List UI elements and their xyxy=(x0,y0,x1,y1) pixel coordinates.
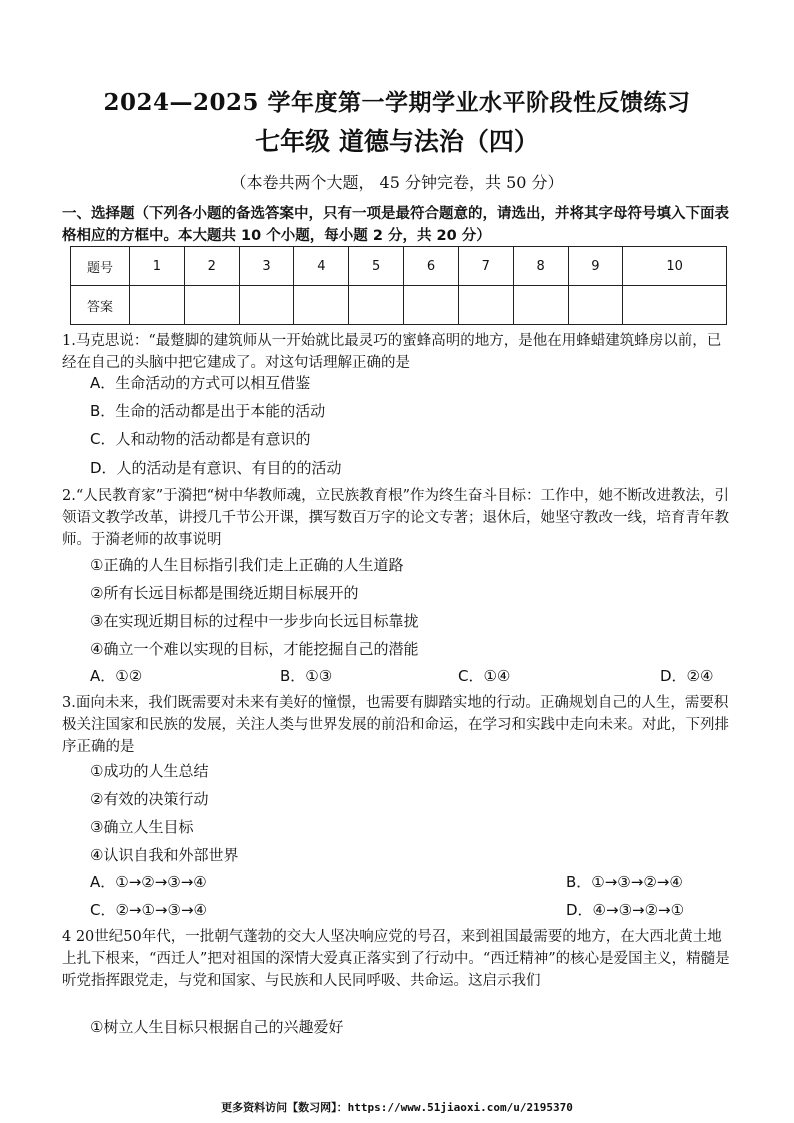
answer-cell[interactable] xyxy=(184,286,239,325)
question-2-statement-1: ①正确的人生目标指引我们走上正确的人生道路 xyxy=(90,556,404,574)
question-4-statement-1: ①树立人生目标只根据自己的兴趣爱好 xyxy=(90,1018,344,1036)
footer-link[interactable]: 更多资料访问【数习网】：https://www.51jiaoxi.com/u/2195370 xyxy=(221,1101,573,1114)
question-2-option-b: B．①③ xyxy=(280,667,333,685)
table-cell-number: 8 xyxy=(513,247,568,286)
question-1-option-b: B．生命的活动都是出于本能的活动 xyxy=(90,402,326,420)
exam-info: （本卷共两个大题， 45 分钟完卷，共 50 分） xyxy=(230,173,564,192)
table-cell-number: 6 xyxy=(404,247,459,286)
table-cell-number: 5 xyxy=(349,247,404,286)
question-3-option-d: D．④→③→②→① xyxy=(566,901,685,919)
table-cell-number: 1 xyxy=(130,247,185,286)
section-instruction: 一、选择题（下列各小题的备选答案中，只有一项是最符合题意的，请选出，并将其字母符号填入下面表格相应的方框中。本大题共 10 个小题，每小题 2 分，共 20 分） xyxy=(62,206,729,244)
question-3-statement-2: ②有效的决策行动 xyxy=(90,790,209,808)
question-3-option-b: B．①→③→②→④ xyxy=(566,873,683,891)
question-2-statement-3: ③在实现近期目标的过程中一步步向长远目标靠拢 xyxy=(90,612,419,630)
table-cell-number: 4 xyxy=(294,247,349,286)
question-2-statement-2: ②所有长远目标都是围绕近期目标展开的 xyxy=(90,584,359,602)
table-cell-number: 3 xyxy=(239,247,294,286)
question-1-option-c: C．人和动物的活动都是有意识的 xyxy=(90,430,311,448)
answer-table xyxy=(70,246,727,325)
answer-cell[interactable] xyxy=(513,286,568,325)
question-1-stem: 1.马克思说：“最蹩脚的建筑师从一开始就比最灵巧的蜜蜂高明的地方，是他在用蜂蜡建筑蜂房以前，已经在自己的头脑中把它建成了。对这句话理解正确的是 xyxy=(62,333,722,371)
question-2-option-a: A．①② xyxy=(90,667,143,685)
answer-cell[interactable] xyxy=(458,286,513,325)
question-4-stem: 4 20世纪50年代，一批朝气蓬勃的交大人坚决响应党的号召，来到祖国最需要的地方，在大西北黄土地上扎下根来，“西迁人”把对祖国的深情大爱真正落实到了行动中。“西迁精神”的核心是爱国主义，精髓是听党指挥跟党走，与党和国家、与民族和人民同呼吸、共命运。这启示我们 xyxy=(62,929,730,989)
table-header-number: 题号 xyxy=(71,247,130,286)
answer-cell[interactable] xyxy=(239,286,294,325)
exam-subtitle-subject: 七年级 道德与法治（四） xyxy=(255,127,539,156)
answer-cell[interactable] xyxy=(623,286,727,325)
answer-cell[interactable] xyxy=(130,286,185,325)
answer-cell[interactable] xyxy=(404,286,459,325)
table-cell-number: 2 xyxy=(184,247,239,286)
exam-title: 2024—2025 学年度第一学期学业水平阶段性反馈练习 xyxy=(103,89,691,116)
table-cell-number: 10 xyxy=(623,247,727,286)
answer-table-number-row xyxy=(71,247,727,286)
table-cell-number: 9 xyxy=(568,247,623,286)
question-2-option-d: D．②④ xyxy=(660,667,714,685)
question-3-statement-1: ①成功的人生总结 xyxy=(90,762,209,780)
question-2-stem: 2.“人民教育家”于漪把“树中华教师魂，立民族教育根”作为终生奋斗目标：工作中，她不断改进教法，引领语文教学改革，讲授几千节公开课，撰写数百万字的论文专著；退休后，她坚守教改一线，培育青年教师。于漪老师的故事说明 xyxy=(62,488,729,548)
question-3-stem: 3.面向未来，我们既需要对未来有美好的憧憬，也需要有脚踏实地的行动。正确规划自己的人生，需要积极关注国家和民族的发展，关注人类与世界发展的前沿和命运，在学习和实践中走向未来。对此，下列排序正确的是 xyxy=(62,695,729,755)
table-header-answer: 答案 xyxy=(71,286,130,325)
question-2-statement-4: ④确立一个难以实现的目标，才能挖掘自己的潜能 xyxy=(90,640,419,658)
answer-cell[interactable] xyxy=(568,286,623,325)
question-1-option-a: A．生命活动的方式可以相互借鉴 xyxy=(90,374,311,392)
question-2-option-c: C．①④ xyxy=(458,667,511,685)
table-cell-number: 7 xyxy=(458,247,513,286)
answer-cell[interactable] xyxy=(294,286,349,325)
question-1-option-d: D．人的活动是有意识、有目的的活动 xyxy=(90,459,342,477)
answer-table-answer-row xyxy=(71,286,727,325)
question-3-statement-3: ③确立人生目标 xyxy=(90,818,194,836)
question-3-option-a: A．①→②→③→④ xyxy=(90,873,207,891)
question-3-statement-4: ④认识自我和外部世界 xyxy=(90,846,239,864)
question-3-option-c: C．②→①→③→④ xyxy=(90,901,207,919)
answer-cell[interactable] xyxy=(349,286,404,325)
